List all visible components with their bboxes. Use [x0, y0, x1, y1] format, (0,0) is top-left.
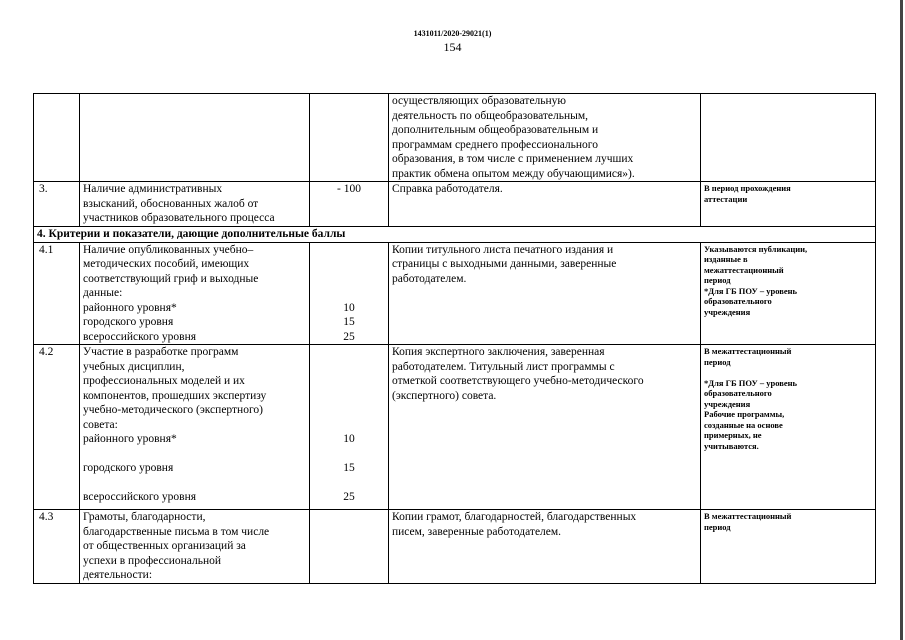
- note-cell: [701, 345, 876, 510]
- note-cell: [701, 94, 876, 182]
- criterion-line: [83, 447, 306, 462]
- criterion-line: районного уровня*: [83, 433, 177, 445]
- table-row: [34, 345, 876, 510]
- note-line: *Для ГБ ПОУ – уровень: [704, 285, 797, 296]
- num-cell: 4.2: [34, 345, 80, 510]
- criterion-line: учебных дисциплин,: [83, 360, 185, 373]
- criterion-line: районного уровня*: [83, 301, 177, 314]
- note-cell: [701, 182, 876, 227]
- criterion-line: совета:: [83, 418, 118, 431]
- criterion-line: от общественных организаций за: [83, 540, 246, 552]
- document-line: практик обмена опытом между обучающимися»).: [392, 167, 635, 180]
- document-cell: [389, 242, 701, 345]
- criterion-cell: [80, 94, 310, 182]
- criterion-line: городского уровня: [83, 462, 174, 474]
- scan-edge-shadow: [900, 0, 903, 640]
- document-line: Справка работодателя.: [392, 183, 503, 195]
- document-id: 1431011/2020-29021(1): [413, 29, 492, 38]
- table-row-continued: [34, 94, 876, 182]
- criterion-line: Наличие опубликованных учебно–: [83, 243, 254, 256]
- num-cell: 4.1: [34, 242, 80, 345]
- criterion-line: взысканий, обоснованных жалоб от: [83, 197, 259, 210]
- score-value: 10: [343, 301, 355, 314]
- score-cell: [310, 345, 389, 510]
- note-line: В период прохождения: [704, 183, 791, 193]
- note-line: Рабочие программы,: [704, 409, 785, 419]
- criterion-line: профессиональных моделей и их: [83, 375, 245, 387]
- note-line: примерных, не: [704, 430, 762, 440]
- note-line: период: [704, 521, 731, 532]
- criterion-line: деятельности:: [83, 569, 153, 581]
- score-value: 25: [343, 491, 355, 503]
- criterion-line: успехи в профессиональной: [83, 554, 222, 567]
- criterion-line: Наличие административных: [83, 183, 223, 195]
- criterion-line: благодарственные письма в том числе: [83, 525, 270, 538]
- note-line: Указываются публикации,: [704, 243, 808, 254]
- criterion-cell: [80, 510, 310, 584]
- score-value: 10: [343, 433, 355, 445]
- document-line: работодателем.: [392, 272, 467, 285]
- criterion-line: участников образовательного процесса: [83, 212, 275, 224]
- note-line: период: [704, 275, 731, 285]
- document-cell: [389, 510, 701, 584]
- document-line: страницы с выходными данными, заверенные: [392, 258, 617, 270]
- document-line: Копии титульного листа печатного издания и: [392, 243, 614, 256]
- note-line: период: [704, 356, 731, 367]
- criterion-line: Участие в разработке программ: [83, 346, 239, 358]
- table-row: [34, 242, 876, 345]
- note-line: учреждения: [704, 398, 751, 409]
- page-number: 154: [443, 40, 462, 54]
- score-value: 15: [343, 462, 355, 474]
- note-line: образовательного: [704, 388, 772, 398]
- criterion-line: методических пособий, имеющих: [83, 258, 250, 270]
- document-cell: [389, 182, 701, 227]
- document-line: дополнительным общеобразовательным и: [392, 124, 599, 136]
- score-value: 15: [343, 316, 355, 328]
- document-line: Копия экспертного заключения, заверенная: [392, 346, 605, 358]
- note-line: изданные в: [704, 254, 748, 264]
- score-value: 25: [343, 330, 355, 343]
- document-line: Копии грамот, благодарностей, благодарственных: [392, 511, 637, 523]
- document-line: осуществляющих образовательную: [392, 95, 567, 107]
- section-header-row: [34, 227, 876, 243]
- note-line: учитываются.: [704, 440, 759, 451]
- criterion-line: данные:: [83, 287, 123, 299]
- note-line: образовательного: [704, 296, 772, 306]
- document-cell: [389, 345, 701, 510]
- note-line: В межаттестационный: [704, 346, 792, 356]
- criterion-cell: [80, 182, 310, 227]
- note-line: В межаттестационный: [704, 511, 792, 521]
- num-cell: 3.: [34, 182, 80, 227]
- note-line: созданные на основе: [704, 419, 783, 430]
- score-cell: [310, 94, 389, 182]
- criterion-line: [83, 476, 306, 491]
- criterion-line: всероссийского уровня: [83, 330, 197, 343]
- note-line: учреждения: [704, 306, 751, 317]
- num-cell: 4.3: [34, 510, 80, 584]
- criterion-line: компонентов, прошедших экспертизу: [83, 389, 267, 402]
- criterion-line: городского уровня: [83, 316, 174, 328]
- table-row: [34, 182, 876, 227]
- table-row: [34, 510, 876, 584]
- score-cell: - 100: [310, 182, 389, 227]
- note-cell: [701, 510, 876, 584]
- score-cell: [310, 242, 389, 345]
- document-line: (экспертного) совета.: [392, 389, 497, 402]
- document-line: писем, заверенные работодателем.: [392, 525, 562, 538]
- num-cell: [34, 94, 80, 182]
- note-cell: [701, 242, 876, 345]
- document-line: работодателем. Титульный лист программы с: [392, 360, 615, 373]
- criterion-line: соответствующий гриф и выходные: [83, 272, 259, 285]
- criterion-line: учебно-методического (экспертного): [83, 404, 263, 416]
- criterion-line: всероссийского уровня: [83, 491, 197, 503]
- criteria-table: [33, 93, 876, 584]
- document-cell: [389, 94, 701, 182]
- document-line: отметкой соответствующего учебно-методического: [392, 375, 644, 387]
- score-cell: [310, 510, 389, 584]
- document-line: программам среднего профессионального: [392, 138, 598, 151]
- note-line: [704, 367, 872, 378]
- section-title: 4. Критерии и показатели, дающие дополнительные баллы: [34, 227, 876, 243]
- criterion-cell: [80, 242, 310, 345]
- criterion-cell: [80, 345, 310, 510]
- note-line: аттестации: [704, 193, 748, 204]
- document-line: деятельность по общеобразовательным,: [392, 109, 589, 122]
- note-line: межаттестационный: [704, 264, 784, 275]
- document-line: образования, в том числе с применением лучших: [392, 153, 634, 165]
- note-line: *Для ГБ ПОУ – уровень: [704, 377, 797, 388]
- criterion-line: Грамоты, благодарности,: [83, 511, 206, 523]
